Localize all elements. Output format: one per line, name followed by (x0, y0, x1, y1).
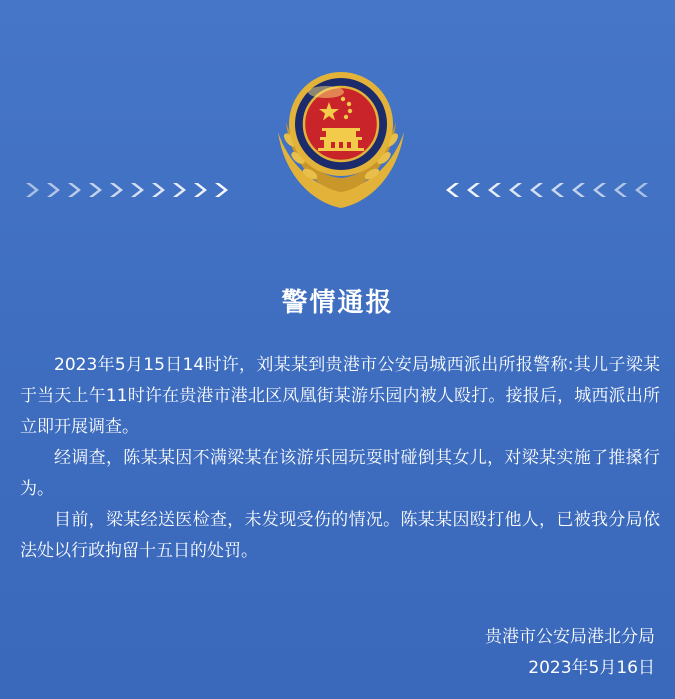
chevron-icon (47, 183, 60, 197)
chevron-icon (530, 183, 543, 197)
chevron-icon (614, 183, 627, 197)
chevron-icon (131, 183, 144, 197)
chevron-icon (68, 183, 81, 197)
chevron-icon (89, 183, 102, 197)
chevron-icon (467, 183, 480, 197)
chevron-icon (635, 183, 648, 197)
paragraph-report: 2023年5月15日14时许，刘某某到贵港市公安局城西派出所报警称:其儿子梁某于当天上午11时许在贵港市港北区凤凰街某游乐园内被人殴打。接报后，城西派出所立即开展调查。 (20, 355, 660, 437)
chevron-icon (551, 183, 564, 197)
chevron-icon (26, 183, 39, 197)
chevron-icon (215, 183, 228, 197)
notice-body (20, 350, 660, 567)
police-emblem-icon (266, 62, 416, 212)
chevron-icon (572, 183, 585, 197)
paragraph-outcome: 目前，梁某经送医检查，未发现受伤的情况。陈某某因殴打他人，已被我分局依法处以行政拘留十五日的处罚。 (20, 510, 660, 561)
right-chevron-band (442, 180, 656, 200)
chevron-icon (509, 183, 522, 197)
police-emblem (266, 62, 416, 212)
paragraph-investigation: 经调查，陈某某因不满梁某在该游乐园玩耍时碰倒其女儿，对梁某实施了推搡行为。 (20, 448, 660, 499)
chevron-icon (488, 183, 501, 197)
chevron-band-left-icon (22, 180, 236, 200)
notice-title: 警情通报 (281, 288, 394, 318)
left-chevron-band (22, 180, 236, 200)
chevron-icon (173, 183, 186, 197)
signature-block (485, 622, 655, 684)
chevron-band-right-icon (442, 180, 656, 200)
chevron-icon (446, 183, 459, 197)
chevron-icon (152, 183, 165, 197)
chevron-icon (110, 183, 123, 197)
issue-date: 2023年5月16日 (528, 658, 655, 678)
issuer-name: 贵港市公安局港北分局 (485, 627, 655, 647)
chevron-icon (593, 183, 606, 197)
chevron-icon (194, 183, 207, 197)
